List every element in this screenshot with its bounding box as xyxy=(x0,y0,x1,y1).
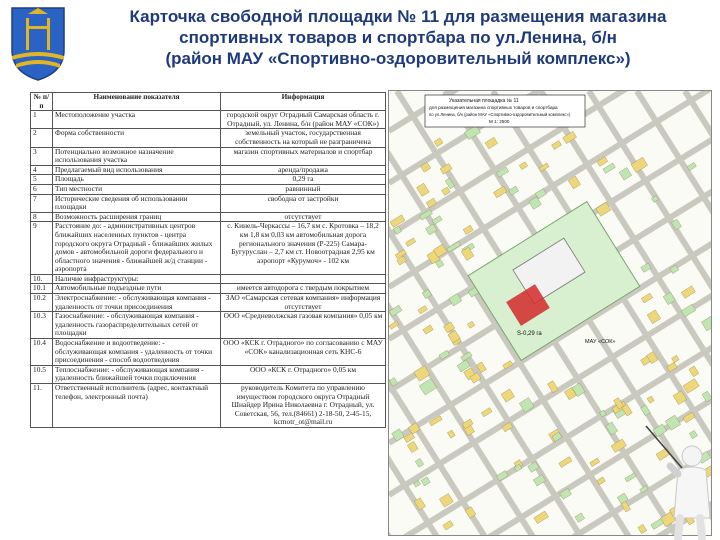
table-row xyxy=(31,312,386,339)
table-row xyxy=(31,184,386,194)
parameter-cell: Наличие инфраструктуры: xyxy=(53,274,221,284)
parameter-cell: Возможность расширения границ xyxy=(53,212,221,222)
row-number-cell: 3 xyxy=(31,147,53,165)
parameter-cell: Теплоснабжение: - обслуживающая компания - удаленность ближайшей точки подключения xyxy=(53,365,221,383)
info-cell: городской округ Отрадный Самарская область г. Отрадный, ул. Ленина, б/н (район МАУ «СОК») xyxy=(221,111,386,129)
column-header-info: Информация xyxy=(221,93,386,111)
row-number-cell: 10.5 xyxy=(31,365,53,383)
row-number-cell: 5 xyxy=(31,175,53,185)
row-number-cell: 1 xyxy=(31,111,53,129)
column-header-number: № п/п xyxy=(31,93,53,111)
row-number-cell: 2 xyxy=(31,129,53,147)
parameter-cell: Водоснабжение и водоотведение: - обслуживающая компания - удаленность от точки присоединения - способ водоотведения xyxy=(53,339,221,366)
row-number-cell: 11. xyxy=(31,384,53,428)
table-header-row xyxy=(31,93,386,111)
info-cell: магазин спортивных материалов и спортбар xyxy=(221,147,386,165)
row-number-cell: 9 xyxy=(31,222,53,275)
parameter-cell: Тип местности xyxy=(53,184,221,194)
info-cell: свободна от застройки xyxy=(221,194,386,212)
column-header-parameter: Наименование показателя xyxy=(53,93,221,111)
parameter-cell: Расстояние до: - административных центров ближайших населенных пунктов - центра городского округа Отрадный - ближайших жилых домов - автомобильной дороги федерального и областного значения - ближайшей ж/д станции - аэропорта xyxy=(53,222,221,275)
info-cell: отсутствует xyxy=(221,212,386,222)
parameter-cell: Местоположение участка xyxy=(53,111,221,129)
table-row xyxy=(31,339,386,366)
parameter-cell: Газоснабжение: - обслуживающая компания - удаленность газораспределительных сетей от площадки xyxy=(53,312,221,339)
row-number-cell: 6 xyxy=(31,184,53,194)
parameter-cell: Электроснабжение: - обслуживающая компания - удаленность от точки присоединения xyxy=(53,294,221,312)
table-row xyxy=(31,365,386,383)
info-cell: ООО «КСК г. Отрадного» по согласованию с МАУ «СОК» канализационная сеть КНС-6 xyxy=(221,339,386,366)
title-line: спортивных товаров и спортбара по ул.Ленина, б/н xyxy=(179,28,617,47)
row-number-cell: 10.1 xyxy=(31,284,53,294)
presenter-figure-icon xyxy=(640,400,720,540)
facility-label: МАУ «СОК» xyxy=(585,339,616,345)
info-cell: аренда/продажа xyxy=(221,165,386,175)
row-number-cell: 8 xyxy=(31,212,53,222)
table-row xyxy=(31,294,386,312)
site-area-label: S-0,29 га xyxy=(517,331,542,337)
title-line: (район МАУ «Спортивно-оздоровительный комплекс») xyxy=(165,49,631,68)
row-number-cell: 10.4 xyxy=(31,339,53,366)
row-number-cell: 10. xyxy=(31,274,53,284)
map-scale: М 1: 2500 xyxy=(489,119,510,124)
row-number-cell: 10.2 xyxy=(31,294,53,312)
table-row xyxy=(31,147,386,165)
table-row xyxy=(31,384,386,428)
parameter-cell: Исторические сведения об использовании площадки xyxy=(53,194,221,212)
parameter-cell: Форма собственности xyxy=(53,129,221,147)
info-cell: руководитель Комитета по управлению имуществом городского округа Отрадный Шнайдер Ирина Николаевна г. Отрадный, ул. Советская, 56, тел.(84661) 2-18-50, 2-45-15, kcmotr_ot@mail.ru xyxy=(221,384,386,428)
row-number-cell: 7 xyxy=(31,194,53,212)
site-characteristics-table xyxy=(30,92,386,428)
parameter-cell: Ответственный исполнитель (адрес, контактный телефон, электронный почта) xyxy=(53,384,221,428)
page-title xyxy=(78,6,718,69)
map-header-line: Указательная площадка № 11 xyxy=(449,98,519,104)
table-row xyxy=(31,111,386,129)
parameter-cell: Предлагаемый вид использования xyxy=(53,165,221,175)
row-number-cell: 4 xyxy=(31,165,53,175)
parameter-cell: Автомобильные подъездные пути xyxy=(53,284,221,294)
map-header-line: для размещения магазина спортивных товаров и спортбара xyxy=(429,105,558,110)
site-characteristics-table-container xyxy=(30,92,386,534)
info-cell: ООО «КСК г. Отрадного» 0,05 км xyxy=(221,365,386,383)
table-row xyxy=(31,194,386,212)
parameter-cell: Площадь xyxy=(53,175,221,185)
table-row xyxy=(31,129,386,147)
parameter-cell: Потенциально возможное назначение использования участка xyxy=(53,147,221,165)
info-cell: земельный участок, государственная собственность на который не разграничена xyxy=(221,129,386,147)
info-cell: ООО «Средневолжская газовая компания» 0,05 км xyxy=(221,312,386,339)
info-cell: 0,29 га xyxy=(221,175,386,185)
map-header-line: по ул.Ленина, б/н (район МАУ «Спортивно-оздоровительный комплекс») xyxy=(429,112,571,117)
row-number-cell: 10.3 xyxy=(31,312,53,339)
info-cell: ЗАО «Самарская сетевая компания» информация отсутствует xyxy=(221,294,386,312)
info-cell: имеется автодорога с твердым покрытием xyxy=(221,284,386,294)
info-cell: равнинный xyxy=(221,184,386,194)
table-row xyxy=(31,222,386,275)
table-row xyxy=(31,175,386,185)
info-cell: с. Кинель-Черкассы – 16,7 км с. Кротовка – 18,2 км 1,8 км 0,03 км автомобильная дорога регионального значения (Р-225) Самара-Бугуруслан – 2,7 км ст. Новоотрадная 2,95 км аэропорт «Курумоч» - 102 км xyxy=(221,222,386,275)
coat-of-arms-icon xyxy=(8,4,68,82)
title-line: Карточка свободной площадки № 11 для размещения магазина xyxy=(129,7,667,26)
